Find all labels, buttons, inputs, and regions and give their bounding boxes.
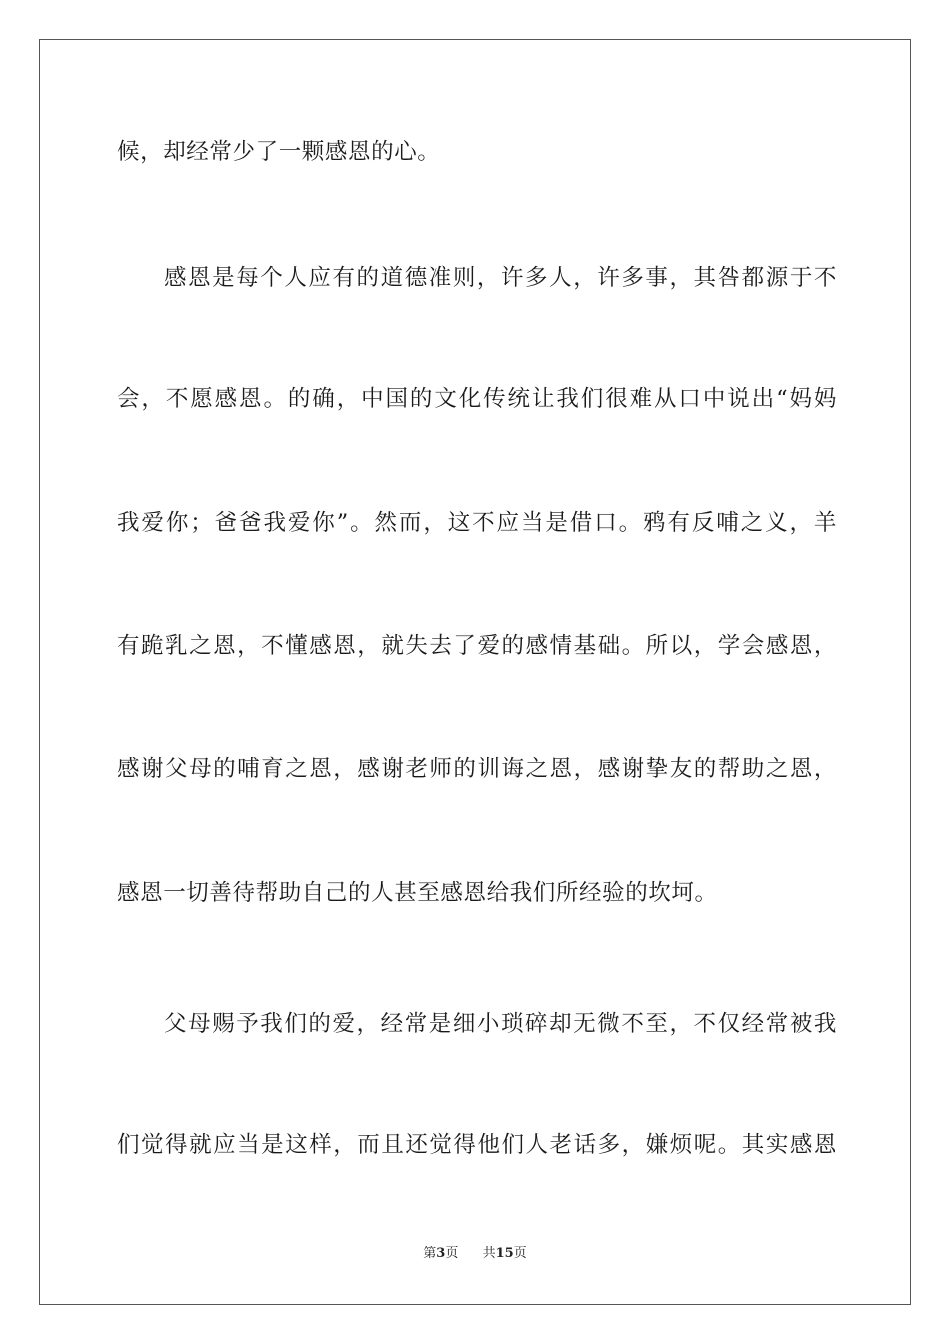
paragraph-line: 感恩一切善待帮助自己的人甚至感恩给我们所经验的坎坷。	[117, 880, 718, 906]
page-suffix: 页	[445, 1246, 459, 1261]
paragraph-line: 候，却经常少了一颗感恩的心。	[117, 139, 441, 165]
paragraph-line: 有跪乳之恩，不懂感恩，就失去了爱的感情基础。所以，学会感恩，	[117, 633, 837, 659]
total-prefix: 共	[482, 1246, 496, 1261]
page-frame	[39, 39, 911, 1305]
page-number	[423, 1245, 458, 1263]
paragraph-line: 们觉得就应当是这样，而且还觉得他们人老话多，嫌烦呢。其实感恩	[117, 1132, 837, 1158]
paragraph-line: 我爱你；爸爸我爱你”。然而，这不应当是借口。鸦有反哺之义，羊	[117, 510, 837, 536]
total-pages: 15	[495, 1246, 514, 1261]
page-prefix: 第	[423, 1246, 437, 1261]
page-total	[483, 1245, 527, 1263]
paragraph-line: 父母赐予我们的爱，经常是细小琐碎却无微不至，不仅经常被我	[164, 1011, 837, 1037]
current-page: 3	[436, 1246, 446, 1261]
paragraph-line: 感谢父母的哺育之恩，感谢老师的训诲之恩，感谢挚友的帮助之恩，	[117, 756, 837, 782]
page-footer	[0, 1245, 950, 1263]
paragraph-line: 感恩是每个人应有的道德准则，许多人，许多事，其咎都源于不	[164, 265, 837, 291]
total-suffix: 页	[513, 1246, 527, 1261]
paragraph-line: 会，不愿感恩。的确，中国的文化传统让我们很难从口中说出“妈妈	[117, 386, 837, 412]
